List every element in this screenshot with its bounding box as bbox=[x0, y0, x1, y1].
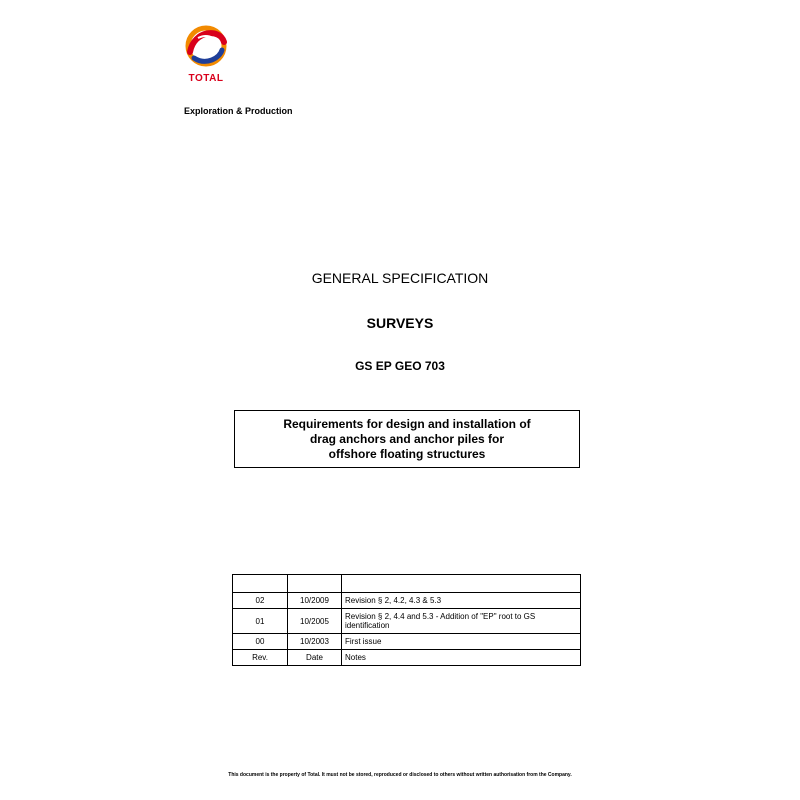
notes-cell: Revision § 2, 4.2, 4.3 & 5.3 bbox=[342, 593, 581, 609]
notes-cell: Revision § 2, 4.4 and 5.3 - Addition of "EP" root to GS identification bbox=[342, 609, 581, 634]
title-line: Requirements for design and installation of bbox=[283, 416, 531, 431]
rev-cell: 01 bbox=[233, 609, 288, 634]
document-type: GENERAL SPECIFICATION bbox=[311, 270, 489, 286]
table-row bbox=[233, 593, 581, 609]
logo-wordmark: TOTAL bbox=[188, 73, 224, 84]
rev-cell: 02 bbox=[233, 593, 288, 609]
table-cell bbox=[233, 575, 288, 593]
title-line: offshore floating structures bbox=[328, 446, 486, 461]
date-cell: 10/2003 bbox=[288, 634, 342, 650]
date-cell: 10/2005 bbox=[288, 609, 342, 634]
table-row bbox=[233, 634, 581, 650]
document-subject: SURVEYS bbox=[366, 315, 434, 331]
date-header: Date bbox=[288, 650, 342, 666]
document-title-box bbox=[234, 410, 580, 468]
table-header-row bbox=[233, 650, 581, 666]
rev-header: Rev. bbox=[233, 650, 288, 666]
confidentiality-notice: This document is the property of Total. It must not be stored, reproduced or disclosed to others without written authorisation from the Company. bbox=[228, 772, 572, 778]
table-row-blank bbox=[233, 575, 581, 593]
document-code: GS EP GEO 703 bbox=[355, 359, 445, 373]
date-cell: 10/2009 bbox=[288, 593, 342, 609]
title-line: drag anchors and anchor piles for bbox=[309, 431, 505, 446]
division-label: Exploration & Production bbox=[184, 106, 293, 116]
table-row bbox=[233, 609, 581, 634]
table-cell bbox=[288, 575, 342, 593]
table-cell bbox=[342, 575, 581, 593]
notes-header: Notes bbox=[342, 650, 581, 666]
revision-table bbox=[232, 574, 581, 666]
rev-cell: 00 bbox=[233, 634, 288, 650]
notes-cell: First issue bbox=[342, 634, 581, 650]
